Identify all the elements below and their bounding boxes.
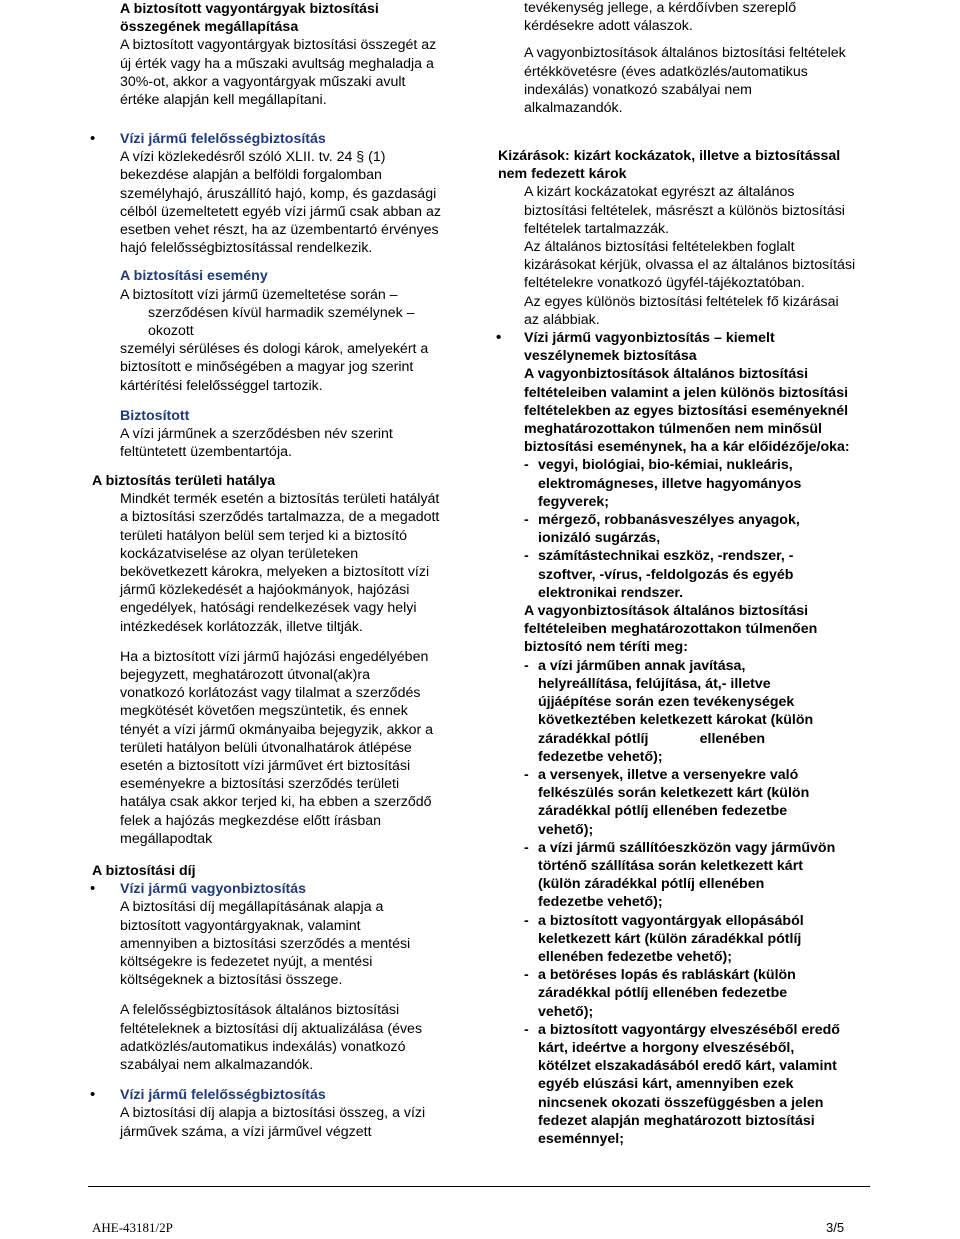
text-line: fegyverek;: [538, 493, 609, 510]
section-subheading: veszélynemek biztosítása: [524, 348, 697, 365]
text-line: egyéb elúszási kárt, amennyiben ezek: [538, 1076, 794, 1093]
text-line: feltüntetett üzembentartója.: [120, 444, 292, 461]
premium-block: [92, 862, 442, 1141]
text-line: feltételeiben valamint a jelen különös biztosítási: [524, 384, 849, 401]
text-line: szerződésen kívül harmadik személynek – okozott: [148, 304, 415, 340]
section-heading: nem fedezett károk: [498, 166, 627, 183]
list-item: [498, 766, 858, 839]
text-line: ionizáló sugárzás,: [538, 530, 661, 547]
text-line: a biztosítási szerződés tartalmazza, de a megadott: [120, 509, 440, 526]
section-subheading: Vízi jármű vagyonbiztosítás: [120, 881, 307, 898]
text-line: A biztosított vízi jármű üzemeltetése során –: [120, 286, 398, 303]
text-line: biztosítási eseménynek, ha a kár előidézője/oka:: [524, 439, 850, 456]
text-line: szabályai nem alkalmazandók.: [120, 1057, 314, 1074]
text-line: területi hatályon belüli útvonalhatárok átlépése: [120, 739, 412, 756]
text-line: A vagyonbiztosítások általános biztosítási feltételek: [524, 45, 846, 62]
bullet-icon: •: [90, 130, 96, 147]
text-line: célból üzemeltetett egyéb vízi jármű csak abban az: [120, 203, 441, 220]
text-line: A biztosítási díj megállapításának alapja a: [120, 899, 384, 916]
text-line: következtében keletkezett károkat (külön: [538, 712, 814, 729]
text-line: elektronikai rendszer.: [538, 584, 684, 601]
text-line: engedélyek, hatósági rendelkezések vagy helyi: [120, 600, 417, 617]
text-line: A kizárt kockázatokat egyrészt az általános: [524, 184, 795, 201]
text-line: A vagyonbiztosítások általános biztosítási: [524, 603, 809, 620]
dash-marker: -: [524, 839, 529, 856]
text-line: esetén a biztosított vízi járművet ért biztosítási: [120, 758, 411, 775]
section-heading: Kizárások: kizárt kockázatok, illetve a biztosítással: [498, 148, 841, 164]
text-line: biztosított vagyontárgyaknak, valamint: [120, 917, 361, 934]
section-heading: Vízi jármű felelősségbiztosítás: [120, 131, 326, 147]
continuation-block: [524, 0, 864, 117]
territory-block: [92, 472, 442, 848]
text-line: záradékkal pótlíj ellenében: [538, 730, 766, 747]
text-line: A biztosítási díj alapja a biztosítási összeg, a vízi: [120, 1105, 426, 1122]
text-line: amennyiben a biztosítási szerződés a mentési: [120, 935, 411, 952]
sum-insured-block: [120, 0, 450, 109]
text-line: nincsenek okozati összefüggésben a jelen: [538, 1094, 824, 1111]
dash-marker: -: [524, 548, 529, 565]
text-line: feltételeiben meghatározottakon túlmenően: [524, 621, 818, 638]
text-line: bejegyzett, meghatározott útvonal(ak)ra: [120, 667, 370, 684]
text-line: Az általános biztosítási feltételekben foglalt: [524, 239, 795, 256]
text-line: feltételek tartalmazzák.: [524, 220, 670, 237]
text-line: területi hatályon belül sem terjed ki a biztosító: [120, 527, 408, 544]
text-line: felkészülés során keletkezett kárt (külön: [538, 785, 810, 802]
section-heading: A biztosítás területi hatálya: [92, 473, 276, 489]
text-line: tevékenység jellege, a kérdőívben szereplő: [524, 0, 797, 16]
list-item: [498, 966, 858, 1021]
text-line: hatálya csak akkor terjed ki, ha ebben a szerződő: [120, 794, 432, 811]
text-line: tényét a vízi jármű okmányaiba bejegyzik, akkor a: [120, 721, 434, 738]
bullet-icon: •: [496, 329, 502, 347]
text-line: A vízi közlekedésről szóló XLII. tv. 24 § (1): [120, 149, 386, 166]
text-line: személyhajó, áruszállító hajó, komp, és gazdasági: [120, 185, 437, 202]
text-line: új érték vagy ha a műszaki avultság meghaladja a: [120, 55, 434, 72]
section-subheading: Vízi jármű vagyonbiztosítás – kiemelt: [524, 330, 775, 347]
text-line: Mindkét termék esetén a biztosítás területi hatályát: [120, 491, 440, 508]
footer-divider: [88, 1186, 870, 1187]
list-item: [498, 657, 858, 766]
dash-marker: -: [524, 1021, 529, 1038]
text-line: eseménnyel;: [538, 1130, 624, 1147]
dash-marker: -: [524, 512, 529, 529]
list-item: [498, 912, 858, 967]
text-line: megállapodtak: [120, 830, 213, 847]
text-line: bekezdése alapján a belföldi forgalomban: [120, 167, 382, 184]
text-line: jármű közlekedését a hajóokmányok, hajózási: [120, 582, 410, 599]
text-line: mérgező, robbanásveszélyes anyagok,: [538, 512, 800, 529]
text-line: fedezet alapján meghatározott biztosítási: [538, 1112, 815, 1129]
text-line: a versenyek, illetve a versenyekre való: [538, 766, 799, 783]
text-line: feltételeknek a biztosítási díj aktualizálása (éves: [120, 1020, 423, 1037]
text-line: biztosítási feltételek, másrészt a különös biztosítási: [524, 202, 845, 219]
heading: A biztosított vagyontárgyak biztosítási: [120, 1, 379, 17]
text-line: a biztosított vagyontárgyak ellopásából: [538, 912, 804, 929]
list-item: [498, 547, 858, 602]
text-line: A biztosított vagyontárgyak biztosítási összegét az: [120, 37, 437, 54]
dash-marker: -: [524, 657, 529, 674]
dash-marker: -: [524, 967, 529, 984]
text-line: költségeknek a biztosítási összege.: [120, 972, 343, 989]
dash-marker: -: [524, 912, 529, 929]
liability-block: [92, 130, 442, 461]
text-line: személyi sérüléses és dologi károk, amelyekért a: [120, 341, 429, 358]
list-item: [498, 1021, 858, 1148]
text-line: újjáépítése során ezen tevékenységek: [538, 694, 795, 711]
text-line: A vízi járműnek a szerződésben név szerint: [120, 426, 393, 443]
section-heading: A biztosítási esemény: [120, 268, 268, 285]
heading: összegének megállapítása: [120, 19, 299, 36]
text-line: járművek száma, a vízi járművel végzett: [120, 1123, 372, 1140]
text-line: kötélzet elszakadásából eredő kárt, valamint: [538, 1058, 837, 1075]
text-line: záradékkal pótlíj ellenében fedezetbe: [538, 985, 788, 1002]
text-line: a biztosított vagyontárgy elveszéséből eredő: [538, 1021, 840, 1038]
text-line: számítástechnikai eszköz, -rendszer, -: [538, 548, 794, 565]
text-line: megkötését követően megszüntetik, és ennek: [120, 703, 408, 720]
text-line: kárt, ideértve a horgony elveszéséből,: [538, 1039, 795, 1056]
bullet-icon: •: [90, 880, 96, 898]
text-line: felek a hajózás megkezdése előtt írásban: [120, 812, 382, 829]
section-heading: A biztosítási díj: [92, 863, 196, 879]
text-line: értéke alapján kell megállapítani.: [120, 92, 327, 109]
text-line: kártérítési felelősséggel tartozik.: [120, 377, 323, 394]
text-line: hajó felelősségbiztosítással rendelkezik.: [120, 240, 373, 257]
text-line: elektromágneses, illetve hagyományos: [538, 475, 802, 492]
document-code: AHE-43181/2P: [92, 1220, 173, 1235]
text-line: eseményekre a biztosítási szerződés területi: [120, 776, 400, 793]
text-line: kérdésekre adott válaszok.: [524, 18, 693, 35]
list-item: [498, 839, 858, 912]
text-line: vegyi, biológiai, bio-kémiai, nukleáris,: [538, 457, 793, 474]
text-line: adatközlés/automatikus indexálás) vonatkozó: [120, 1038, 406, 1055]
text-line: biztosító nem téríti meg:: [524, 639, 688, 656]
text-line: a vízi jármű szállítóeszközön vagy járművön: [538, 839, 836, 856]
page-number: 3/5: [826, 1220, 845, 1235]
text-line: bekövetkezett károkra, melyeken a biztosított vízi: [120, 564, 430, 581]
text-line: ellenében fedezetbe vehető);: [538, 948, 732, 965]
text-line: keletkezett kárt (külön záradékkal pótlíj: [538, 930, 802, 947]
text-line: záradékkal pótlíj ellenében fedezetbe: [538, 803, 788, 820]
text-line: helyreállítása, felújítása, át,- illetve: [538, 675, 771, 692]
text-line: történő szállítása során keletkezett kárt: [538, 857, 803, 874]
text-line: szoftver, -vírus, -feldolgozás és egyéb: [538, 566, 794, 583]
text-line: (külön záradékkal pótlíj ellenében: [538, 876, 765, 893]
text-line: feltételekre vonatkozó ügyfél-tájékoztatóban.: [524, 275, 805, 292]
text-line: kizárásokat kérjük, olvassa el az általános biztosítási: [524, 257, 856, 274]
dash-marker: -: [524, 457, 529, 474]
text-line: költségekre is fedezetet nyújt, a mentési: [120, 954, 373, 971]
text-line: vehető);: [538, 1003, 594, 1020]
text-line: meghatározottakon túlmenően nem minősül: [524, 421, 822, 438]
text-line: a vízi járműben annak javítása,: [538, 657, 746, 674]
text-line: A vagyonbiztosítások általános biztosítási: [524, 366, 809, 383]
text-line: alkalmazandók.: [524, 100, 623, 117]
text-line: feltételekben az egyes biztosítási eseményeknél: [524, 402, 849, 419]
text-line: értékkövetésre (éves adatközlés/automatikus: [524, 63, 808, 80]
text-line: Ha a biztosított vízi jármű hajózási engedélyében: [120, 648, 429, 665]
exclusions-block: [498, 147, 858, 1148]
text-line: intézkedések korlátozzák, illetve tiltják.: [120, 618, 363, 635]
text-line: kockázatviselése az olyan területeken: [120, 545, 359, 562]
text-line: biztosított e minőségében a magyar jog szerint: [120, 359, 414, 376]
text-line: esetben vehet részt, ha az üzembentartó érvényes: [120, 222, 439, 239]
text-line: fedezetbe vehető);: [538, 748, 663, 765]
text-line: az alábbiak.: [524, 311, 600, 328]
section-subheading: Vízi jármű felelősségbiztosítás: [120, 1087, 326, 1104]
text-line: vehető);: [538, 821, 594, 838]
text-line: a betöréses lopás és rabláskárt (külön: [538, 967, 796, 984]
section-heading: Biztosított: [120, 407, 190, 424]
text-line: vonatkozó korlátozást vagy tilalmat a szerződés: [120, 685, 421, 702]
text-line: A felelősségbiztosítások általános biztosítási: [120, 1002, 400, 1019]
text-line: indexálás) vonatkozó szabályai nem: [524, 81, 752, 98]
list-item: [498, 511, 858, 547]
bullet-icon: •: [90, 1086, 96, 1104]
text-line: fedezetbe vehető);: [538, 894, 663, 911]
text-line: Az egyes különös biztosítási feltételek fő kizárásai: [524, 293, 839, 310]
text-line: 30%-ot, akkor a vagyontárgyak műszaki avult: [120, 73, 406, 90]
dash-marker: -: [524, 766, 529, 783]
list-item: [498, 456, 858, 511]
